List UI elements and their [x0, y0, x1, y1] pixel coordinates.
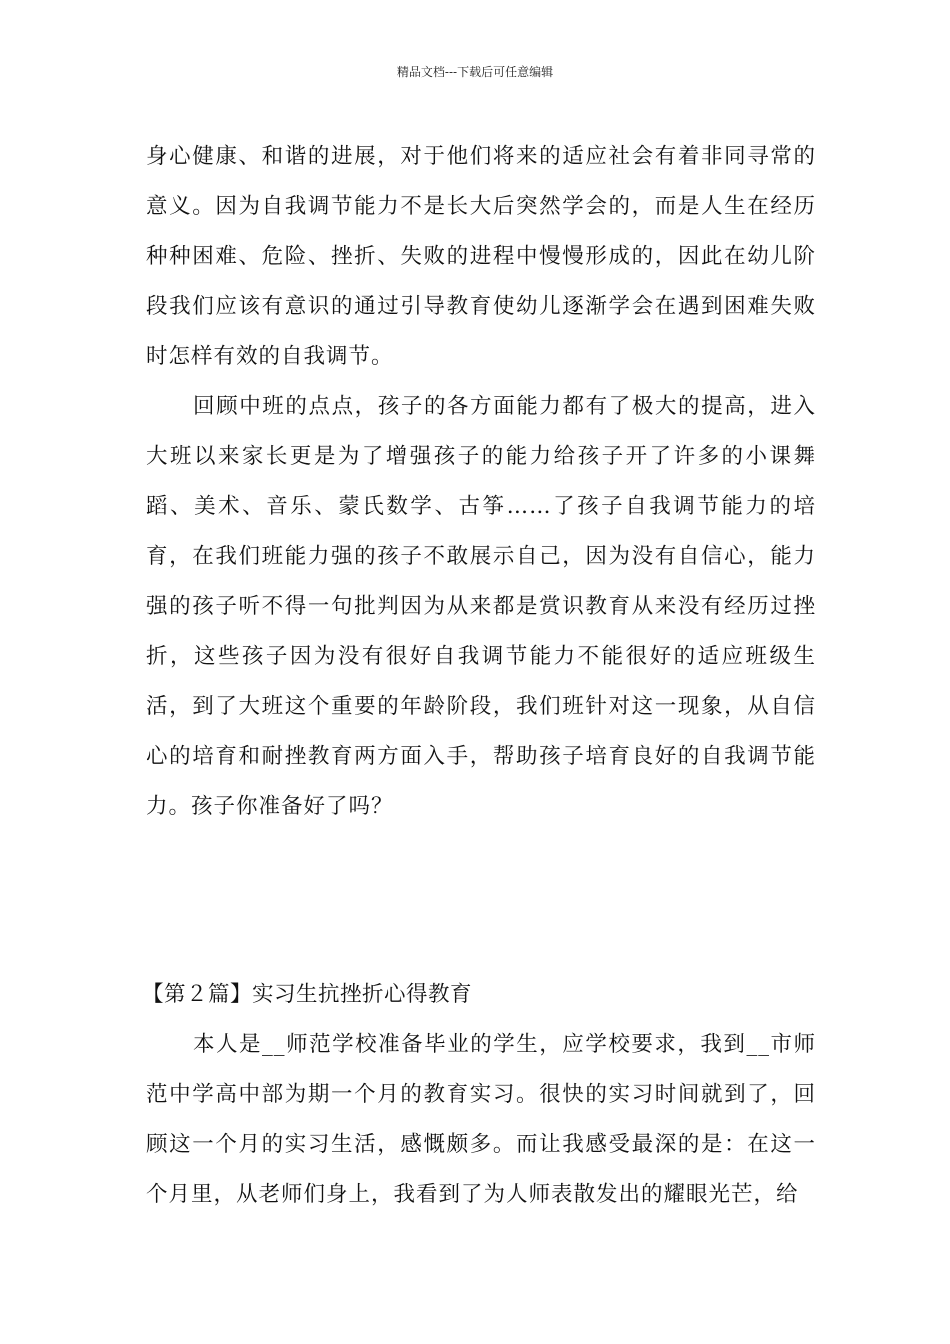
- section-spacer: [146, 832, 816, 970]
- document-body: [142, 132, 816, 1220]
- paragraph-internship-intro: 本人是__师范学校准备毕业的学生，应学校要求，我到__市师范中学高中部为期一个月的教育实习。很快的实习时间就到了，回顾这一个月的实习生活，感慨颇多。而让我感受最深的是：在这一个月里，从老师们身上，我看到了为人师表散发出的耀眼光芒，给: [146, 1032, 816, 1207]
- section-title: 【第２篇】实习生抗挫折心得教育: [142, 982, 473, 1007]
- paragraph-middle-class-review: 回顾中班的点点，孩子的各方面能力都有了极大的提高，进入大班以来家长更是为了增强孩子的能力给孩子开了许多的小课舞蹈、美术、音乐、蒙氏数学、古筝……了孩子自我调节能力的培育，在我们班能力强的孩子不敢展示自己，因为没有自信心，能力强的孩子听不得一句批判因为从来都是赏识教育从来没有经历过挫折，这些孩子因为没有很好自我调节能力不能很好的适应班级生活，到了大班这个重要的年龄阶段，我们班针对这一现象，从自信心的培育和耐挫教育两方面入手，帮助孩子培育良好的自我调节能力。孩子你准备好了吗？: [146, 394, 816, 819]
- paragraph-continuation: 身心健康、和谐的进展，对于他们将来的适应社会有着非同寻常的意义。因为自我调节能力不是长大后突然学会的，而是人生在经历种种困难、危险、挫折、失败的进程中慢慢形成的，因此在幼儿阶段我们应该有意识的通过引导教育使幼儿逐渐学会在遇到困难失败时怎样有效的自我调节。: [146, 144, 816, 369]
- page-header: 精品文档---下载后可任意编辑: [396, 65, 554, 79]
